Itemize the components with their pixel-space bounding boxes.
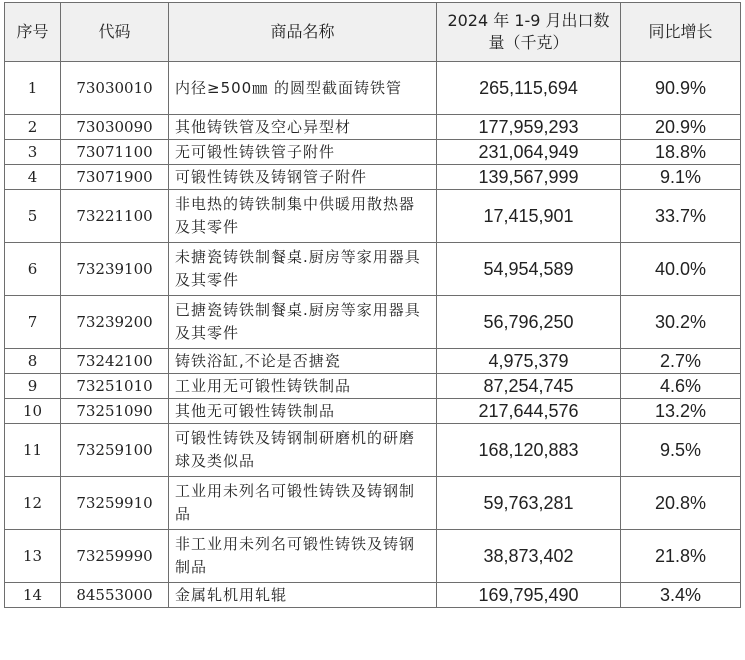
- row-name: 其他铸铁管及空心异型材: [169, 115, 437, 140]
- row-name: 可锻性铸铁及铸钢管子附件: [169, 165, 437, 190]
- row-growth: 20.9%: [621, 115, 741, 140]
- row-seq: 11: [5, 424, 61, 477]
- table-row: [5, 530, 741, 583]
- table-row: [5, 296, 741, 349]
- row-qty: 4,975,379: [437, 349, 621, 374]
- header-growth: 同比增长: [621, 3, 741, 62]
- row-code: 73071100: [61, 140, 169, 165]
- table-row: [5, 477, 741, 530]
- row-qty: 87,254,745: [437, 374, 621, 399]
- row-code: 73251010: [61, 374, 169, 399]
- row-qty: 177,959,293: [437, 115, 621, 140]
- row-seq: 14: [5, 583, 61, 608]
- table-row: [5, 349, 741, 374]
- row-seq: 7: [5, 296, 61, 349]
- row-growth: 18.8%: [621, 140, 741, 165]
- row-growth: 4.6%: [621, 374, 741, 399]
- row-growth: 3.4%: [621, 583, 741, 608]
- header-code: 代码: [61, 3, 169, 62]
- header-qty: 2024 年 1-9 月出口数量（千克）: [437, 3, 621, 62]
- row-growth: 30.2%: [621, 296, 741, 349]
- table-row: [5, 399, 741, 424]
- row-name: 可锻性铸铁及铸钢制研磨机的研磨球及类似品: [169, 424, 437, 477]
- table-row: [5, 190, 741, 243]
- row-name: 内径≥500㎜ 的圆型截面铸铁管: [169, 62, 437, 115]
- row-qty: 231,064,949: [437, 140, 621, 165]
- row-seq: 6: [5, 243, 61, 296]
- table-row: [5, 424, 741, 477]
- row-code: 73259910: [61, 477, 169, 530]
- row-seq: 4: [5, 165, 61, 190]
- row-growth: 21.8%: [621, 530, 741, 583]
- row-name: 非工业用未列名可锻性铸铁及铸钢制品: [169, 530, 437, 583]
- row-code: 73239100: [61, 243, 169, 296]
- row-qty: 59,763,281: [437, 477, 621, 530]
- row-growth: 9.1%: [621, 165, 741, 190]
- row-name: 无可锻性铸铁管子附件: [169, 140, 437, 165]
- row-code: 73251090: [61, 399, 169, 424]
- row-name: 工业用未列名可锻性铸铁及铸钢制品: [169, 477, 437, 530]
- row-growth: 2.7%: [621, 349, 741, 374]
- row-code: 73239200: [61, 296, 169, 349]
- row-qty: 265,115,694: [437, 62, 621, 115]
- table-row: [5, 165, 741, 190]
- row-growth: 90.9%: [621, 62, 741, 115]
- row-name: 金属轧机用轧辊: [169, 583, 437, 608]
- row-qty: 168,120,883: [437, 424, 621, 477]
- row-qty: 38,873,402: [437, 530, 621, 583]
- row-seq: 9: [5, 374, 61, 399]
- row-name: 未搪瓷铸铁制餐桌.厨房等家用器具及其零件: [169, 243, 437, 296]
- table-row: [5, 374, 741, 399]
- table-row: [5, 62, 741, 115]
- table-row: [5, 140, 741, 165]
- row-code: 73221100: [61, 190, 169, 243]
- row-qty: 217,644,576: [437, 399, 621, 424]
- row-seq: 10: [5, 399, 61, 424]
- row-growth: 9.5%: [621, 424, 741, 477]
- row-qty: 56,796,250: [437, 296, 621, 349]
- row-growth: 40.0%: [621, 243, 741, 296]
- row-qty: 139,567,999: [437, 165, 621, 190]
- row-code: 73071900: [61, 165, 169, 190]
- row-name: 非电热的铸铁制集中供暖用散热器及其零件: [169, 190, 437, 243]
- row-growth: 20.8%: [621, 477, 741, 530]
- row-seq: 12: [5, 477, 61, 530]
- table-row: [5, 243, 741, 296]
- row-name: 工业用无可锻性铸铁制品: [169, 374, 437, 399]
- row-growth: 33.7%: [621, 190, 741, 243]
- row-code: 73259990: [61, 530, 169, 583]
- row-growth: 13.2%: [621, 399, 741, 424]
- row-seq: 1: [5, 62, 61, 115]
- row-code: 73242100: [61, 349, 169, 374]
- row-qty: 169,795,490: [437, 583, 621, 608]
- row-name: 已搪瓷铸铁制餐桌.厨房等家用器具及其零件: [169, 296, 437, 349]
- row-name: 其他无可锻性铸铁制品: [169, 399, 437, 424]
- header-row: [5, 3, 741, 62]
- row-seq: 2: [5, 115, 61, 140]
- row-qty: 17,415,901: [437, 190, 621, 243]
- header-seq: 序号: [5, 3, 61, 62]
- row-seq: 5: [5, 190, 61, 243]
- row-code: 73030090: [61, 115, 169, 140]
- row-code: 73259100: [61, 424, 169, 477]
- header-name: 商品名称: [169, 3, 437, 62]
- row-seq: 13: [5, 530, 61, 583]
- row-qty: 54,954,589: [437, 243, 621, 296]
- row-name: 铸铁浴缸,不论是否搪瓷: [169, 349, 437, 374]
- row-seq: 3: [5, 140, 61, 165]
- row-seq: 8: [5, 349, 61, 374]
- row-code: 84553000: [61, 583, 169, 608]
- table-row: [5, 583, 741, 608]
- export-table: [4, 2, 741, 608]
- table-row: [5, 115, 741, 140]
- row-code: 73030010: [61, 62, 169, 115]
